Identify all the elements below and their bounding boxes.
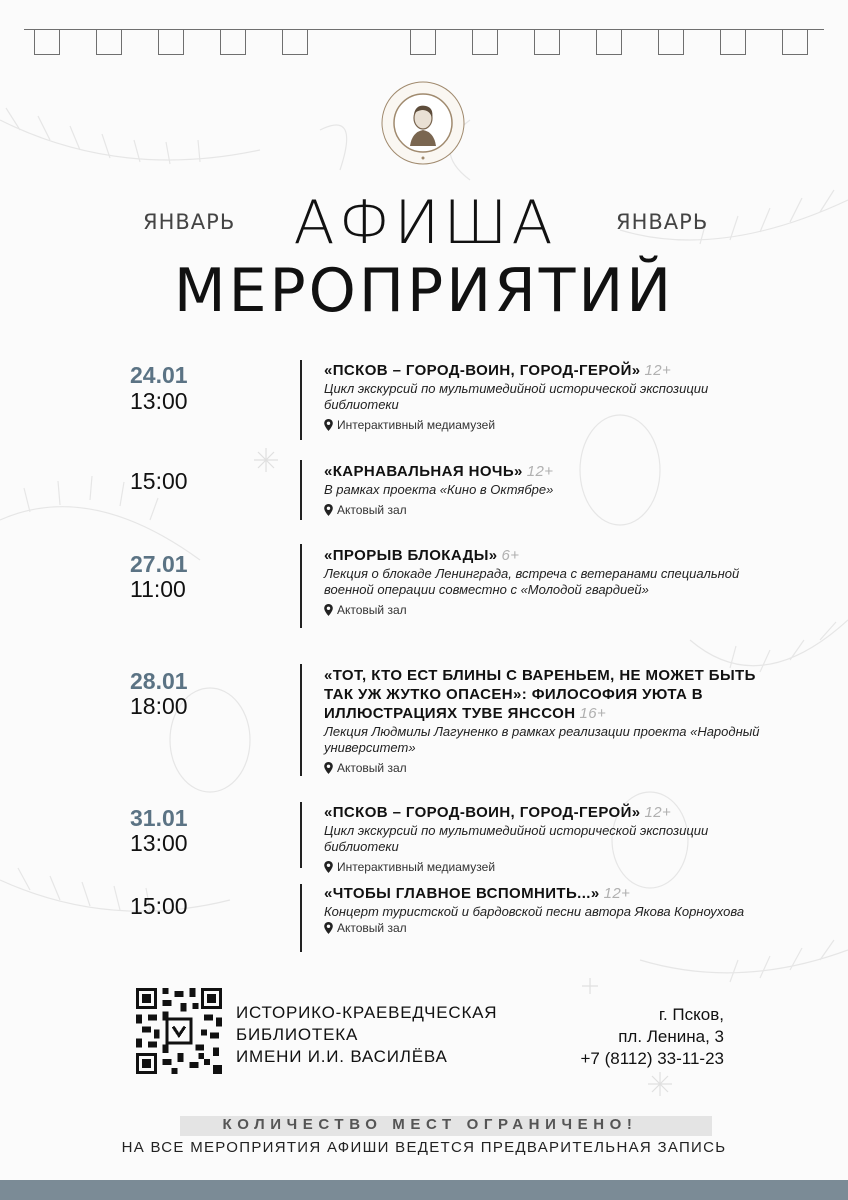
timeline-divider xyxy=(300,544,302,628)
event-card xyxy=(324,884,784,935)
age-rating: 12+ xyxy=(644,804,672,821)
qr-code-icon[interactable] xyxy=(136,988,222,1074)
library-seal-icon xyxy=(380,80,466,166)
event-card xyxy=(324,666,784,775)
library-name: ИСТОРИКО-КРАЕВЕДЧЕСКАЯ БИБЛИОТЕКА ИМЕНИ И.И. ВАСИЛЁВА xyxy=(236,1003,498,1066)
location-pin-icon xyxy=(324,419,333,431)
calendar-tab xyxy=(596,29,622,55)
event-description: Лекция о блокаде Ленинграда, встреча с ветеранами специальной военной операции совместно с «Молодой гвардией» xyxy=(324,566,740,597)
event-description: В рамках проекта «Кино в Октябре» xyxy=(324,482,554,497)
location-pin-icon xyxy=(324,861,333,873)
event-title: «КАРНАВАЛЬНАЯ НОЧЬ» 12+ xyxy=(324,463,554,480)
timeline-divider xyxy=(300,802,302,868)
event-time: 15:00 xyxy=(130,468,188,494)
event-date: 27.01 xyxy=(130,551,188,577)
age-rating: 12+ xyxy=(603,885,631,902)
event-location: Интерактивный медиамузей xyxy=(324,860,784,874)
footer-bar xyxy=(0,1180,848,1200)
calendar-tab xyxy=(472,29,498,55)
event-time: 15:00 xyxy=(130,893,188,919)
event-title: «ТОТ, КТО ЕСТ БЛИНЫ С ВАРЕНЬЕМ, НЕ МОЖЕТ БЫТЬ ТАК УЖ ЖУТКО ОПАСЕН»: ФИЛОСОФИЯ УЮТА В ИЛЛЮСТРАЦИЯХ ТУВЕ ЯНССОН 16+ xyxy=(324,667,756,722)
calendar-tab xyxy=(158,29,184,55)
timeline-divider xyxy=(300,460,302,520)
event-description: Концерт туристской и бардовской песни автора Якова Корноухова xyxy=(324,904,745,919)
event-time: 13:00 xyxy=(130,830,188,856)
event-card xyxy=(324,361,784,432)
month-label-left: ЯНВАРЬ xyxy=(143,210,236,234)
page-title-line1: АФИША xyxy=(293,188,557,258)
calendar-tab xyxy=(410,29,436,55)
phone-number[interactable]: +7 (8112) 33-11-23 xyxy=(580,1049,724,1068)
event-time: 11:00 xyxy=(130,576,186,602)
location-pin-icon xyxy=(324,504,333,516)
event-card xyxy=(324,462,784,517)
event-title: «ПСКОВ – ГОРОД-ВОИН, ГОРОД-ГЕРОЙ» 12+ xyxy=(324,804,672,821)
event-title: «ПРОРЫВ БЛОКАДЫ» 6+ xyxy=(324,547,520,564)
event-title: «ЧТОБЫ ГЛАВНОЕ ВСПОМНИТЬ...» 12+ xyxy=(324,885,631,902)
event-date: 31.01 xyxy=(130,805,188,831)
age-rating: 12+ xyxy=(644,362,672,379)
event-card xyxy=(324,803,784,874)
calendar-tab xyxy=(220,29,246,55)
location-pin-icon xyxy=(324,604,333,616)
timeline-divider xyxy=(300,884,302,952)
event-location: Актовый зал xyxy=(324,761,784,775)
event-description: Лекция Людмилы Лагуненко в рамках реализации проекта «Народный университет» xyxy=(324,724,760,755)
page-title-line2: МЕРОПРИЯТИЙ xyxy=(173,256,675,326)
age-rating: 6+ xyxy=(501,547,520,564)
event-location: Актовый зал xyxy=(324,603,784,617)
age-rating: 12+ xyxy=(526,463,554,480)
calendar-tab xyxy=(782,29,808,55)
event-time: 13:00 xyxy=(130,388,188,414)
age-rating: 16+ xyxy=(579,705,607,722)
location-pin-icon xyxy=(324,762,333,774)
month-label-right: ЯНВАРЬ xyxy=(616,210,709,234)
calendar-tab xyxy=(96,29,122,55)
calendar-tab xyxy=(658,29,684,55)
calendar-binding-strip xyxy=(24,26,824,60)
calendar-tab xyxy=(534,29,560,55)
location-pin-icon xyxy=(324,922,333,934)
calendar-tab xyxy=(720,29,746,55)
event-location: Интерактивный медиамузей xyxy=(324,418,784,432)
library-address: г. Псков, пл. Ленина, 3 +7 (8112) 33-11-23 xyxy=(540,1004,724,1070)
seats-limited-notice: КОЛИЧЕСТВО МЕСТ ОГРАНИЧЕНО! xyxy=(222,1116,638,1133)
timeline-divider xyxy=(300,360,302,440)
calendar-tab xyxy=(34,29,60,55)
event-description: Цикл экскурсий по мультимедийной исторической экспозиции библиотеки xyxy=(324,381,709,412)
event-time: 18:00 xyxy=(130,693,188,719)
event-location: Актовый зал xyxy=(324,503,784,517)
event-date: 28.01 xyxy=(130,668,188,694)
event-description: Цикл экскурсий по мультимедийной исторической экспозиции библиотеки xyxy=(324,823,709,854)
registration-notice: НА ВСЕ МЕРОПРИЯТИЯ АФИШИ ВЕДЕТСЯ ПРЕДВАРИТЕЛЬНАЯ ЗАПИСЬ xyxy=(121,1139,727,1156)
event-title: «ПСКОВ – ГОРОД-ВОИН, ГОРОД-ГЕРОЙ» 12+ xyxy=(324,362,672,379)
event-location: Актовый зал xyxy=(324,921,784,935)
timeline-divider xyxy=(300,664,302,776)
event-card xyxy=(324,546,784,617)
calendar-tab xyxy=(282,29,308,55)
event-date: 24.01 xyxy=(130,362,188,388)
